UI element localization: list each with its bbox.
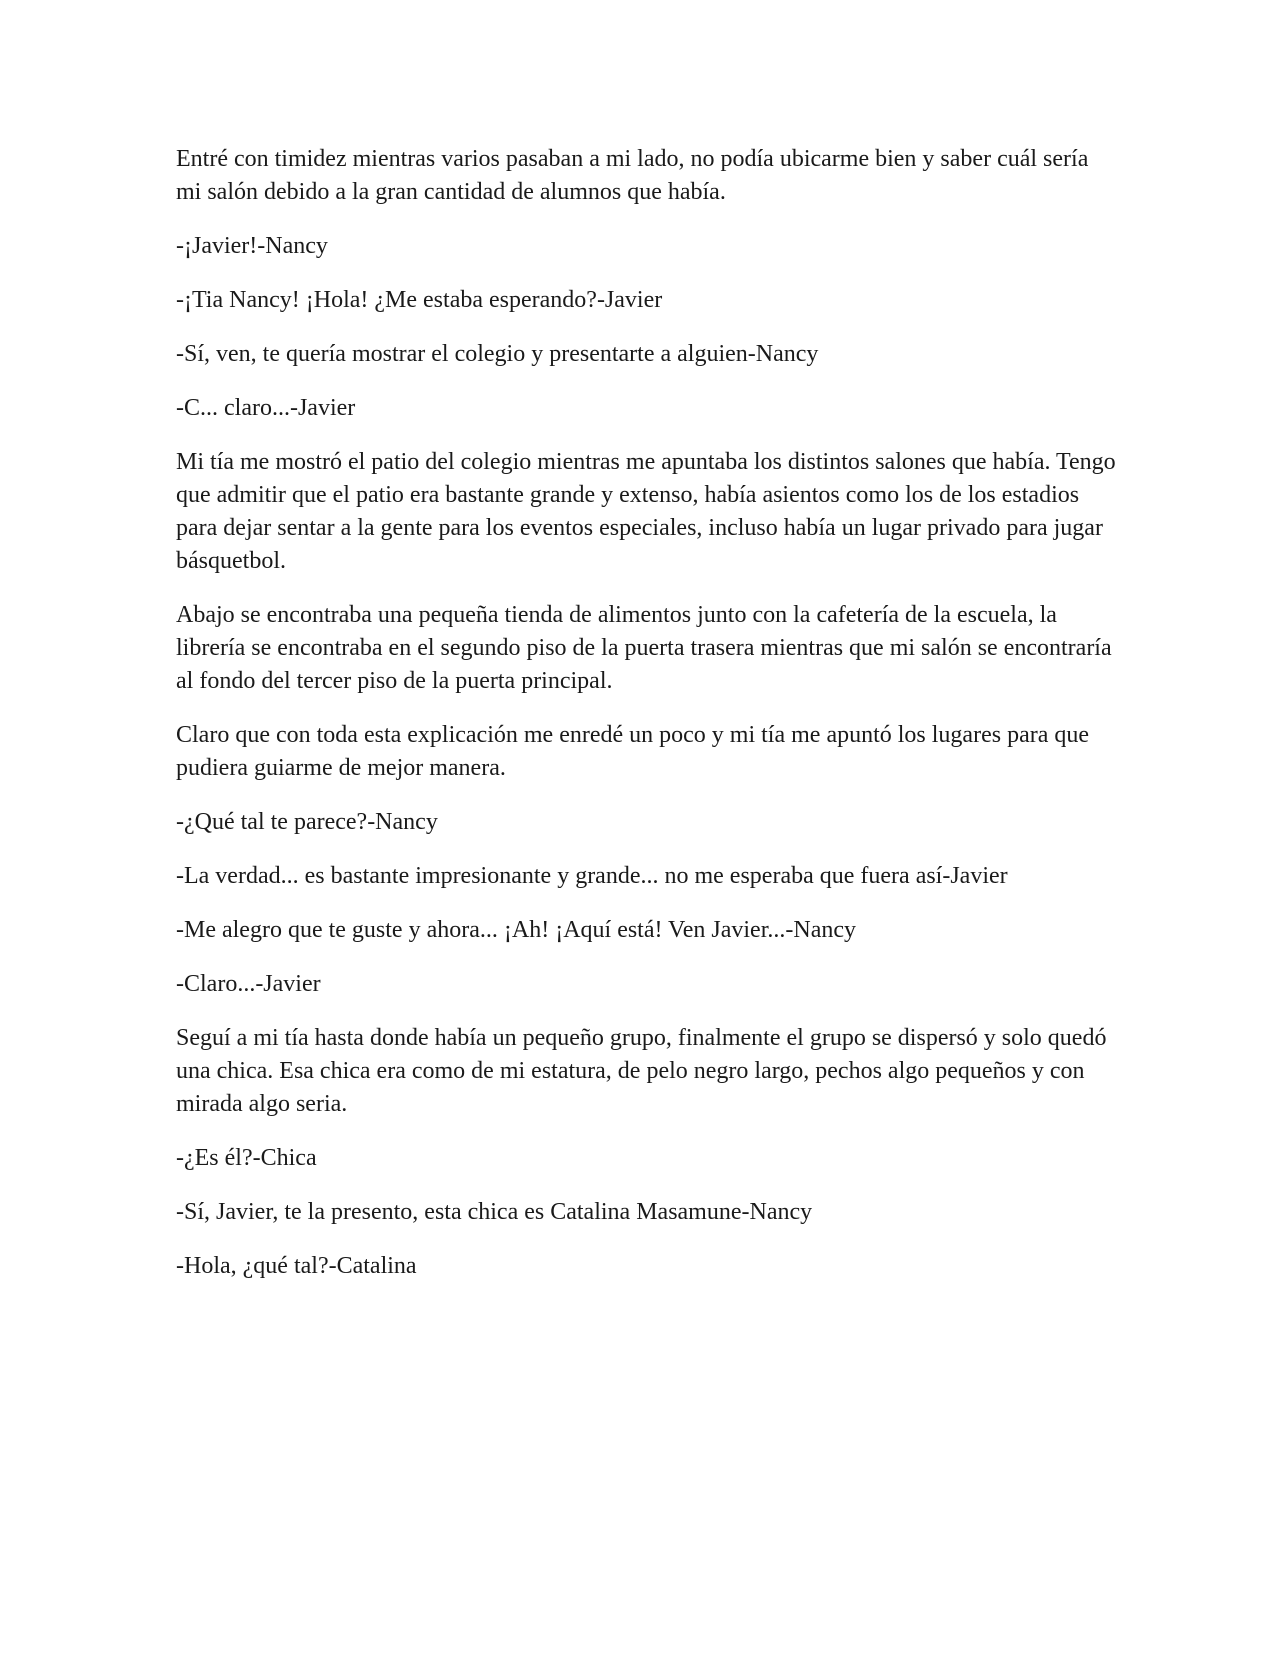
- dialogue-line-5: -¿Qué tal te parece?-Nancy: [176, 809, 438, 835]
- dialogue-line-11: -Hola, ¿qué tal?-Catalina: [176, 1253, 417, 1279]
- paragraph-5: Seguí a mi tía hasta donde había un pequeño grupo, finalmente el grupo se dispersó y solo quedó una chica. Esa chica era como de mi estatura, de pelo negro largo, pechos algo pequeños y con mirada algo seria.: [176, 1025, 1107, 1117]
- dialogue-line-2: -¡Tia Nancy! ¡Hola! ¿Me estaba esperando?-Javier: [176, 287, 663, 313]
- dialogue-line-8: -Claro...-Javier: [176, 971, 321, 997]
- document-body: [176, 143, 1116, 1304]
- dialogue-line-1: -¡Javier!-Nancy: [176, 233, 328, 259]
- dialogue-line-10: -Sí, Javier, te la presento, esta chica es Catalina Masamune-Nancy: [176, 1199, 813, 1225]
- dialogue-line-9: -¿Es él?-Chica: [176, 1145, 317, 1171]
- dialogue-line-6: -La verdad... es bastante impresionante y grande... no me esperaba que fuera así-Javier: [176, 863, 1008, 889]
- paragraph-4: Claro que con toda esta explicación me enredé un poco y mi tía me apuntó los lugares para que pudiera guiarme de mejor manera.: [176, 722, 1090, 781]
- paragraph-3: Abajo se encontraba una pequeña tienda de alimentos junto con la cafetería de la escuela, la librería se encontraba en el segundo piso de la puerta trasera mientras que mi salón se encontraría al fondo del tercer piso de la puerta principal.: [176, 602, 1112, 694]
- paragraph-2: Mi tía me mostró el patio del colegio mientras me apuntaba los distintos salones que había. Tengo que admitir que el patio era bastante grande y extenso, había asientos como los de los estadios para dejar sentar a la gente para los eventos especiales, incluso había un lugar privado para jugar básquetbol.: [176, 449, 1116, 574]
- paragraph-1: Entré con timidez mientras varios pasaban a mi lado, no podía ubicarme bien y saber cuál sería mi salón debido a la gran cantidad de alumnos que había.: [176, 146, 1089, 205]
- dialogue-line-7: -Me alegro que te guste y ahora... ¡Ah! ¡Aquí está! Ven Javier...-Nancy: [176, 917, 856, 943]
- dialogue-line-3: -Sí, ven, te quería mostrar el colegio y presentarte a alguien-Nancy: [176, 341, 819, 367]
- dialogue-line-4: -C... claro...-Javier: [176, 395, 356, 421]
